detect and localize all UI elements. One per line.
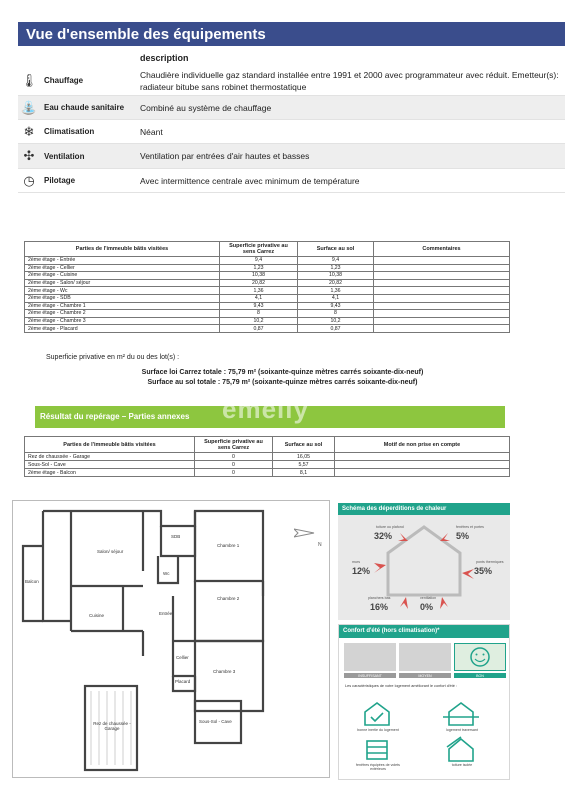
table-cell: 9,43 <box>298 302 374 310</box>
equipment-description: Néant <box>140 126 163 137</box>
table-row <box>25 264 510 272</box>
table-cell: 1,36 <box>220 287 298 295</box>
table-cell: 0 <box>195 469 273 477</box>
table-cell <box>374 287 510 295</box>
table-cell: 9,4 <box>220 257 298 265</box>
table-cell: 2ème étage - Chambre 3 <box>25 317 220 325</box>
table-cell <box>374 294 510 302</box>
table-cell: 9,43 <box>220 302 298 310</box>
table-row <box>25 302 510 310</box>
table-cell: 2ème étage - Wc <box>25 287 220 295</box>
column-header: Motif de non prise en compte <box>335 437 510 453</box>
table-cell: 5,57 <box>273 461 335 469</box>
heat-loss-value: 35% <box>474 566 493 576</box>
column-header: Superficie privative au sens Carrez <box>195 437 273 453</box>
table-cell <box>374 310 510 318</box>
room-label-placard: Placard <box>175 679 191 684</box>
plan-note: N <box>318 542 322 548</box>
floor-plan-drawing <box>13 501 331 779</box>
equipment-label: Pilotage <box>44 176 76 185</box>
table-row <box>25 453 510 461</box>
smiley-icon <box>455 644 505 670</box>
room-label-salon: Salon/ séjour <box>97 549 124 554</box>
table-cell <box>374 302 510 310</box>
equipment-label: Ventilation <box>44 151 85 161</box>
table-cell <box>374 317 510 325</box>
table-row <box>25 325 510 333</box>
table-cell: 8 <box>220 310 298 318</box>
table-row <box>25 317 510 325</box>
heat-loss-value: 16% <box>370 602 389 612</box>
heat-loss-panel <box>338 503 510 620</box>
table-row <box>25 272 510 280</box>
table-cell: 16,05 <box>273 453 335 461</box>
table-cell <box>374 264 510 272</box>
table-cell: 4,1 <box>298 294 374 302</box>
room-label-entree: Entrée <box>159 611 173 616</box>
summer-comfort-title: Confort d'été (hors climatisation)* <box>339 625 509 638</box>
table-cell: 10,2 <box>220 317 298 325</box>
watermark: emelly <box>222 394 309 424</box>
table-cell: 10,38 <box>220 272 298 280</box>
table-cell: 8,1 <box>273 469 335 477</box>
equipment-title: Vue d'ensemble des équipements <box>18 22 565 46</box>
equipment-description: Combiné au système de chauffage <box>140 102 272 113</box>
table-row <box>25 310 510 318</box>
equipment-description: Chaudière individuelle gaz standard installée entre 1991 et 2000 avec programmateur avec réduit. Emetteur(s): radiateur bitube sans robinet thermostatique <box>140 69 559 92</box>
table-cell: 10,38 <box>298 272 374 280</box>
heat-loss-label: planchers bas <box>368 596 391 600</box>
surface-note: Superficie privative en m² du ou des lot(s) : <box>46 354 180 361</box>
room-label-sdb: SDB <box>171 534 181 539</box>
carrez-total: Surface loi Carrez totale : 75,79 m² (soixante-quinze mètres carrés soixante-dix-neuf) <box>141 369 424 376</box>
table-cell: Rez de chaussée - Garage <box>25 453 195 461</box>
comfort-level-caption: MOYEN <box>399 673 451 678</box>
surface-table <box>24 241 510 333</box>
table-cell: 2ème étage - Balcon <box>25 469 195 477</box>
heat-loss-value: 0% <box>420 602 434 612</box>
table-row <box>25 279 510 287</box>
room-label-wc: Wc <box>163 571 170 576</box>
north-arrow-icon <box>294 527 316 539</box>
table-row <box>25 461 510 469</box>
comfort-level-bar <box>344 643 396 671</box>
table-cell: 1,23 <box>298 264 374 272</box>
table-cell: 4,1 <box>220 294 298 302</box>
result-header: Résultat du repérage – Parties annexes <box>35 406 505 428</box>
heat-loss-label: ponts thermiques <box>476 560 504 564</box>
equipment-row-climatisation <box>18 120 565 144</box>
equipment-table <box>18 50 565 193</box>
comfort-feature-label: logement traversant <box>446 728 478 732</box>
floor-plan <box>12 500 330 778</box>
table-cell: 2ème étage - Placard <box>25 325 220 333</box>
comfort-level-caption: INSUFFISANT <box>344 673 396 678</box>
heat-loss-label: toiture ou plafond <box>376 525 404 529</box>
equipment-row-chauffage <box>18 66 565 96</box>
heat-loss-label: fenêtres et portes <box>456 525 484 529</box>
table-cell <box>335 469 510 477</box>
room-label-cuisine: Cuisine <box>89 613 105 618</box>
table-cell: 2ème étage - Chambre 1 <box>25 302 220 310</box>
table-cell <box>374 272 510 280</box>
column-header: Parties de l'immeuble bâtis visitées <box>25 242 220 257</box>
heat-loss-value: 32% <box>374 531 393 541</box>
table-cell: 2ème étage - Cellier <box>25 264 220 272</box>
equipment-label: Climatisation <box>44 127 95 136</box>
table-cell: 0 <box>195 461 273 469</box>
table-cell: 1,36 <box>298 287 374 295</box>
comfort-feature-label: bonne inertie du logement <box>357 728 399 732</box>
table-cell <box>374 325 510 333</box>
snowflake-icon: ❄ <box>23 123 35 139</box>
table-cell: 10,2 <box>298 317 374 325</box>
comfort-feature-label: fenêtres équipées de volets extérieurs <box>356 763 400 771</box>
table-cell <box>374 257 510 265</box>
table-cell: 9,4 <box>298 257 374 265</box>
table-cell: 0 <box>195 453 273 461</box>
table-cell: Sous-Sol - Cave <box>25 461 195 469</box>
comfort-feature-label: toiture isolée <box>451 763 473 767</box>
column-header: Parties de l'immeuble bâtis visitées <box>25 437 195 453</box>
table-row <box>25 257 510 265</box>
fan-icon: ✣ <box>23 148 35 163</box>
room-label-cellier: Cellier <box>176 655 189 660</box>
equipment-row-pilotage <box>18 169 565 193</box>
table-cell: 2ème étage - SDB <box>25 294 220 302</box>
heat-loss-label: murs <box>352 560 360 564</box>
shower-icon: ⛲ <box>20 99 38 115</box>
room-label-cave: Sous-Sol - Cave <box>199 719 232 724</box>
table-cell: 2ème étage - Chambre 2 <box>25 310 220 318</box>
table-cell: 2ème étage - Salon/ séjour <box>25 279 220 287</box>
table-cell: 0,87 <box>220 325 298 333</box>
room-label-garage: Rez de chaussée - Garage <box>93 721 131 731</box>
summer-comfort-text: Les caractéristiques de votre logement améliorant le confort d'été : <box>345 684 457 688</box>
heat-loss-title: Schéma des déperditions de chaleur <box>338 503 510 515</box>
ground-total: Surface au sol totale : 75,79 m² (soixante-quinze mètres carrés soixante-dix-neuf) <box>147 379 418 386</box>
table-row <box>25 294 510 302</box>
table-cell: 20,82 <box>220 279 298 287</box>
room-label-chambre3: Chambre 3 <box>213 669 236 674</box>
equipment-description: Avec intermittence centrale avec minimum de température <box>140 175 360 186</box>
table-cell: 2ème étage - Cuisine <box>25 272 220 280</box>
table-cell: 2ème étage - Entrée <box>25 257 220 265</box>
annex-table <box>24 436 510 477</box>
heat-loss-label: ventilation <box>420 596 437 600</box>
control-dial-icon: ◷ <box>23 172 35 188</box>
equipment-row-eau-chaude <box>18 96 565 120</box>
table-row <box>25 287 510 295</box>
column-header: Surface au sol <box>298 242 374 257</box>
column-header: Surface au sol <box>273 437 335 453</box>
equipment-label: Chauffage <box>44 76 84 85</box>
thermometer-icon: 🌡 <box>20 72 38 88</box>
comfort-level-bar-selected <box>454 643 506 671</box>
room-label-balcon: Balcon <box>25 579 39 584</box>
table-cell: 1,23 <box>220 264 298 272</box>
table-cell: 8 <box>298 310 374 318</box>
heat-loss-value: 12% <box>352 566 371 576</box>
table-cell <box>335 453 510 461</box>
heat-loss-value: 5% <box>456 531 470 541</box>
table-row <box>25 469 510 477</box>
summer-comfort-panel <box>338 624 510 780</box>
equipment-column-header: description <box>140 53 189 63</box>
comfort-level-bar <box>399 643 451 671</box>
table-cell <box>374 279 510 287</box>
table-cell: 20,82 <box>298 279 374 287</box>
room-label-chambre1: Chambre 1 <box>217 543 240 548</box>
comfort-level-caption: BON <box>454 673 506 678</box>
equipment-description: Ventilation par entrées d'air hautes et basses <box>140 151 310 161</box>
column-header: Commentaires <box>374 242 510 257</box>
room-label-chambre2: Chambre 2 <box>217 596 240 601</box>
table-cell <box>335 461 510 469</box>
equipment-row-ventilation <box>18 144 565 169</box>
table-cell: 0,87 <box>298 325 374 333</box>
column-header: Superficie privative au sens Carrez <box>220 242 298 257</box>
equipment-label: Eau chaude sanitaire <box>44 103 125 112</box>
